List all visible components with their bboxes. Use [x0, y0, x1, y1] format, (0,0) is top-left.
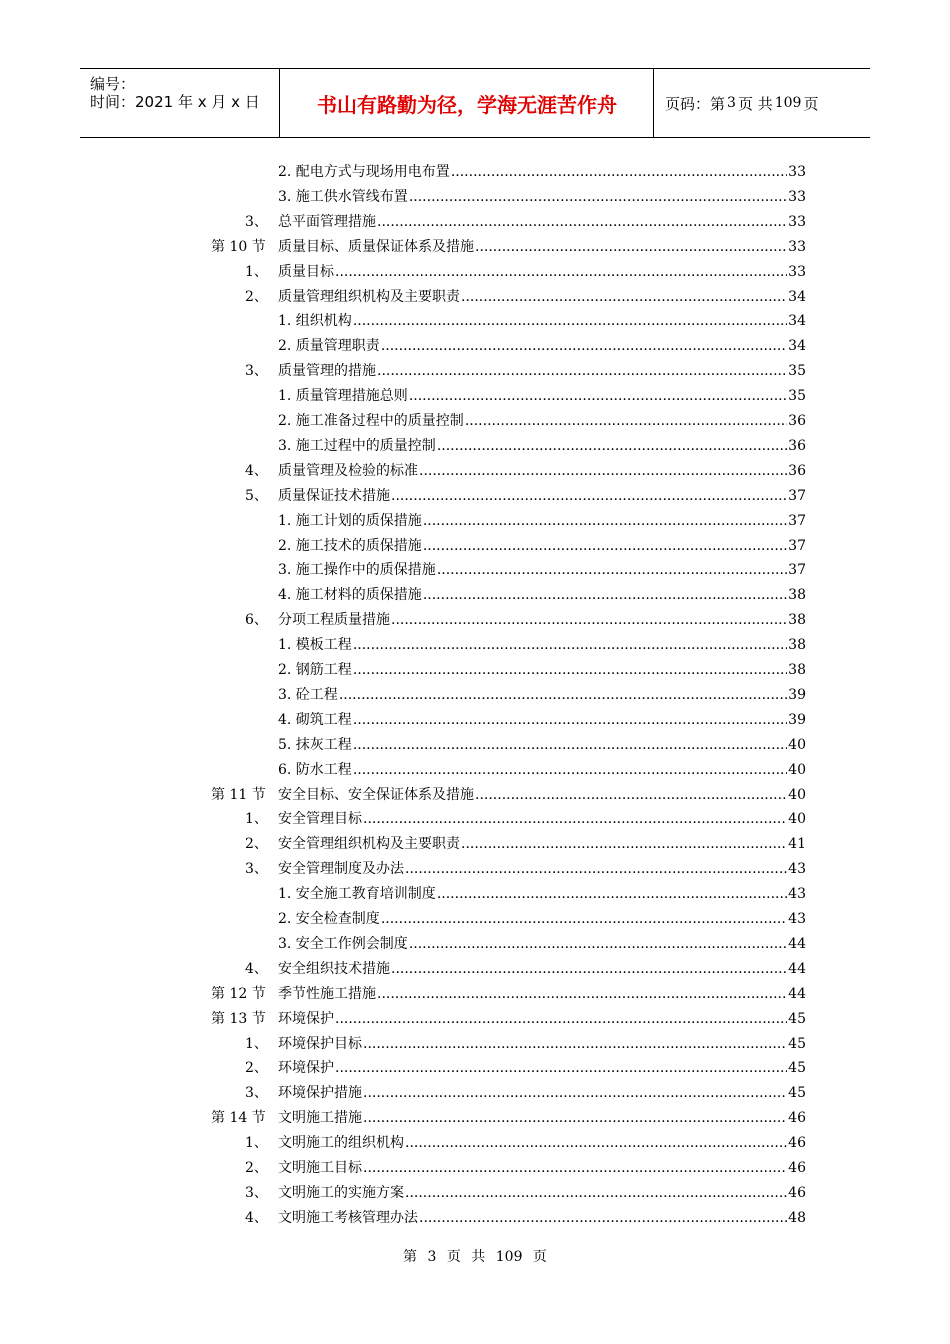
toc-entry[interactable] — [0, 982, 950, 1006]
toc-entry-page: 38 — [788, 637, 806, 654]
toc-entry-line — [278, 857, 806, 881]
toc-entry-page: 40 — [788, 811, 806, 828]
toc-entry[interactable] — [0, 1056, 950, 1080]
toc-entry-page: 46 — [788, 1135, 806, 1152]
toc-entry[interactable] — [0, 309, 950, 333]
toc-entry-page: 39 — [788, 711, 806, 728]
toc-entry-line — [278, 907, 806, 931]
toc-dot-leader — [377, 210, 787, 234]
toc-entry[interactable] — [0, 708, 950, 732]
toc-entry-page: 40 — [788, 761, 806, 778]
toc-entry-page: 44 — [788, 960, 806, 977]
toc-entry-page: 33 — [788, 188, 806, 205]
toc-entry-line — [278, 309, 806, 333]
toc-entry-page: 35 — [788, 363, 806, 380]
toc-entry-line — [278, 683, 806, 707]
toc-entry[interactable] — [0, 907, 950, 931]
toc-dot-leader — [391, 608, 787, 632]
toc-dot-leader — [419, 1206, 787, 1230]
toc-entry-page: 46 — [788, 1110, 806, 1127]
toc-entry[interactable] — [0, 1106, 950, 1130]
toc-entry-number: 3、 — [245, 363, 268, 380]
toc-entry[interactable] — [0, 733, 950, 757]
toc-entry-page: 40 — [788, 786, 806, 803]
toc-entry-page: 39 — [788, 686, 806, 703]
toc-dot-leader — [391, 484, 787, 508]
toc-entry-page: 40 — [788, 736, 806, 753]
toc-entry-line — [278, 1007, 806, 1031]
toc-dot-leader — [363, 1081, 787, 1105]
toc-dot-leader — [475, 783, 787, 807]
toc-dot-leader — [437, 558, 787, 582]
toc-entry-title: 2. 配电方式与现场用电布置 — [278, 164, 450, 180]
toc-entry-page: 46 — [788, 1160, 806, 1176]
toc-entry-page: 46 — [788, 1184, 806, 1201]
toc-entry[interactable] — [0, 583, 950, 607]
toc-entry-line — [278, 708, 806, 732]
header-page-info — [655, 69, 870, 137]
toc-entry-title: 安全管理制度及办法 — [278, 861, 404, 878]
toc-entry[interactable] — [0, 509, 950, 533]
toc-entry-title: 安全组织技术措施 — [278, 960, 390, 977]
toc-entry-title: 3. 安全工作例会制度 — [278, 935, 408, 952]
toc-entry-number: 6、 — [245, 612, 268, 629]
header-motto-cell — [281, 69, 654, 137]
toc-entry-number: 第 10 节 — [211, 238, 266, 255]
toc-dot-leader — [451, 160, 787, 184]
toc-entry-page: 34 — [788, 313, 806, 330]
toc-entry[interactable] — [0, 160, 950, 184]
toc-dot-leader — [419, 459, 787, 483]
toc-dot-leader — [409, 185, 787, 209]
toc-entry-title: 1. 组织机构 — [278, 313, 352, 330]
toc-entry-line — [278, 733, 806, 757]
toc-entry-line — [278, 1181, 806, 1205]
toc-entry-page: 33 — [788, 213, 806, 230]
toc-entry-number: 4、 — [245, 960, 268, 977]
toc-dot-leader — [335, 1056, 787, 1080]
toc-entry-title: 文明施工措施 — [278, 1110, 362, 1127]
page-suffix: 页 — [803, 94, 819, 113]
toc-entry[interactable] — [0, 807, 950, 831]
toc-entry-page: 45 — [788, 1035, 806, 1052]
toc-entry-title: 6. 防水工程 — [278, 761, 352, 778]
toc-dot-leader — [363, 1156, 787, 1180]
toc-entry-title: 质量管理的措施 — [278, 363, 376, 380]
toc-entry-line — [278, 1056, 806, 1080]
toc-dot-leader — [409, 384, 787, 408]
toc-entry-line — [278, 608, 806, 632]
toc-entry-page: 38 — [788, 587, 806, 604]
toc-dot-leader — [465, 409, 787, 433]
toc-entry-line — [278, 534, 806, 558]
toc-dot-leader — [391, 957, 787, 981]
toc-dot-leader — [381, 907, 787, 931]
toc-entry-title: 质量目标、质量保证体系及措施 — [278, 238, 474, 255]
toc-entry-page: 33 — [788, 164, 806, 180]
toc-dot-leader — [335, 260, 787, 284]
header-meta-cell — [80, 69, 280, 137]
toc-entry-line — [278, 160, 806, 184]
toc-dot-leader — [461, 285, 787, 309]
toc-entry-title: 2. 施工准备过程中的质量控制 — [278, 413, 464, 429]
toc-dot-leader — [381, 334, 787, 358]
toc-entry-number: 1、 — [245, 1035, 268, 1052]
page-prefix: 页码：第 — [665, 94, 726, 113]
toc-entry-title: 3. 砼工程 — [278, 686, 338, 703]
toc-entry-line — [278, 1032, 806, 1056]
toc-dot-leader — [461, 832, 787, 856]
toc-entry[interactable] — [0, 210, 950, 234]
toc-entry-title: 1. 质量管理措施总则 — [278, 388, 408, 405]
toc-entry-line — [278, 434, 806, 458]
toc-entry[interactable] — [0, 484, 950, 508]
toc-entry-line — [278, 409, 806, 433]
document-number-label: 编号： — [90, 75, 136, 93]
toc-dot-leader — [363, 1106, 787, 1130]
toc-entry-page: 43 — [788, 861, 806, 878]
toc-dot-leader — [377, 359, 787, 383]
toc-entry-page: 43 — [788, 911, 806, 927]
toc-entry-line — [278, 807, 806, 831]
toc-entry-line — [278, 509, 806, 533]
toc-entry-title: 环境保护 — [278, 1010, 334, 1027]
toc-entry-number: 第 12 节 — [211, 985, 266, 1002]
toc-entry-title: 环境保护措施 — [278, 1085, 362, 1102]
toc-entry[interactable] — [0, 459, 950, 483]
toc-entry-title: 5. 抹灰工程 — [278, 736, 352, 753]
toc-entry-page: 38 — [788, 612, 806, 629]
toc-entry-title: 1. 安全施工教育培训制度 — [278, 886, 436, 903]
toc-entry[interactable] — [0, 334, 950, 358]
toc-entry-number: 1、 — [245, 1135, 268, 1152]
page-total: 109 — [774, 95, 802, 111]
toc-entry-line — [278, 210, 806, 234]
toc-entry-title: 安全管理组织机构及主要职责 — [278, 836, 460, 853]
toc-entry-number: 2、 — [245, 1060, 268, 1077]
toc-entry-page: 36 — [788, 462, 806, 479]
toc-entry-page: 33 — [788, 238, 806, 255]
toc-entry-title: 质量目标 — [278, 263, 334, 280]
toc-entry-title: 环境保护 — [278, 1060, 334, 1077]
toc-entry-number: 第 11 节 — [211, 786, 266, 803]
toc-entry[interactable] — [0, 185, 950, 209]
toc-dot-leader — [437, 882, 787, 906]
toc-entry-title: 文明施工考核管理办法 — [278, 1209, 418, 1226]
toc-entry-title: 3. 施工过程中的质量控制 — [278, 437, 436, 454]
toc-entry-title: 2. 施工技术的质保措施 — [278, 537, 422, 554]
toc-entry-line — [278, 384, 806, 408]
toc-entry-number: 4、 — [245, 462, 268, 479]
toc-dot-leader — [339, 683, 787, 707]
toc-entry-number: 2、 — [245, 836, 268, 853]
toc-entry-title: 2. 质量管理职责 — [278, 338, 380, 355]
toc-entry-title: 质量保证技术措施 — [278, 487, 390, 504]
page-header — [80, 68, 870, 138]
toc-entry-title: 3. 施工操作中的质保措施 — [278, 562, 436, 579]
toc-entry-title: 总平面管理措施 — [278, 213, 376, 230]
toc-entry-title: 3. 施工供水管线布置 — [278, 188, 408, 205]
toc-entry-line — [278, 484, 806, 508]
toc-entry-number: 1、 — [245, 811, 268, 828]
toc-entry-line — [278, 359, 806, 383]
toc-entry[interactable] — [0, 409, 950, 433]
toc-entry-page: 37 — [788, 562, 806, 579]
toc-dot-leader — [437, 434, 787, 458]
toc-entry-number: 4、 — [245, 1209, 268, 1226]
toc-entry[interactable] — [0, 285, 950, 309]
toc-entry[interactable] — [0, 1181, 950, 1205]
toc-entry[interactable] — [0, 1131, 950, 1155]
toc-dot-leader — [353, 733, 787, 757]
toc-entry-title: 文明施工的实施方案 — [278, 1184, 404, 1201]
toc-entry-page: 45 — [788, 1085, 806, 1102]
toc-entry-number: 2、 — [245, 288, 268, 305]
toc-entry-page: 37 — [788, 537, 806, 554]
toc-entry-page: 34 — [788, 338, 806, 355]
toc-entry-line — [278, 932, 806, 956]
toc-entry[interactable] — [0, 932, 950, 956]
toc-entry-line — [278, 334, 806, 358]
toc-entry-number: 1、 — [245, 263, 268, 280]
toc-entry-title: 1. 施工计划的质保措施 — [278, 512, 422, 529]
toc-dot-leader — [353, 309, 787, 333]
toc-entry[interactable] — [0, 658, 950, 682]
toc-entry-page: 43 — [788, 886, 806, 903]
toc-entry[interactable] — [0, 1206, 950, 1230]
toc-dot-leader — [423, 534, 787, 558]
toc-entry-line — [278, 1206, 806, 1230]
toc-entry-number: 3、 — [245, 1085, 268, 1102]
toc-entry-page: 48 — [788, 1209, 806, 1226]
toc-entry-line — [278, 982, 806, 1006]
toc-entry-number: 3、 — [245, 213, 268, 230]
toc-dot-leader — [353, 658, 787, 682]
toc-entry[interactable] — [0, 783, 950, 807]
toc-entry[interactable] — [0, 235, 950, 259]
toc-entry-number: 3、 — [245, 1184, 268, 1201]
toc-entry-number: 3、 — [245, 861, 268, 878]
toc-entry[interactable] — [0, 384, 950, 408]
toc-entry-title: 安全管理目标 — [278, 811, 362, 828]
toc-entry-page: 36 — [788, 437, 806, 454]
toc-dot-leader — [353, 708, 787, 732]
toc-entry-line — [278, 558, 806, 582]
toc-entry-page: 38 — [788, 662, 806, 678]
toc-entry[interactable] — [0, 434, 950, 458]
toc-dot-leader — [405, 857, 787, 881]
toc-entry-line — [278, 658, 806, 682]
toc-entry[interactable] — [0, 534, 950, 558]
toc-entry[interactable] — [0, 633, 950, 657]
toc-entry[interactable] — [0, 832, 950, 856]
toc-entry-number: 2、 — [245, 1160, 268, 1176]
toc-entry-line — [278, 235, 806, 259]
toc-entry-line — [278, 1131, 806, 1155]
toc-entry-title: 2. 安全检查制度 — [278, 911, 380, 927]
toc-entry-line — [278, 957, 806, 981]
toc-dot-leader — [423, 583, 787, 607]
toc-dot-leader — [335, 1007, 787, 1031]
toc-entry-page: 41 — [788, 836, 806, 853]
toc-entry[interactable] — [0, 857, 950, 881]
toc-entry[interactable] — [0, 758, 950, 782]
toc-entry-page: 45 — [788, 1060, 806, 1077]
toc-entry[interactable] — [0, 608, 950, 632]
toc-entry-line — [278, 285, 806, 309]
toc-entry-page: 37 — [788, 487, 806, 504]
toc-entry-title: 环境保护目标 — [278, 1035, 362, 1052]
toc-entry[interactable] — [0, 558, 950, 582]
toc-entry[interactable] — [0, 1032, 950, 1056]
toc-entry-page: 44 — [788, 985, 806, 1002]
toc-entry-line — [278, 1156, 806, 1180]
toc-entry-line — [278, 1081, 806, 1105]
toc-entry-line — [278, 583, 806, 607]
toc-entry-title: 文明施工的组织机构 — [278, 1135, 404, 1152]
toc-dot-leader — [363, 807, 787, 831]
toc-entry-title: 季节性施工措施 — [278, 985, 376, 1002]
header-motto: 书山有路勤为径，学海无涯苦作舟 — [317, 92, 617, 117]
toc-dot-leader — [353, 633, 787, 657]
toc-entry-line — [278, 185, 806, 209]
toc-entry-page: 45 — [788, 1010, 806, 1027]
toc-entry-number: 第 13 节 — [211, 1010, 266, 1027]
toc-entry-page: 35 — [788, 388, 806, 405]
toc-entry-line — [278, 459, 806, 483]
document-date: 时间：2021 年 x 月 x 日 — [90, 93, 260, 111]
toc-entry-number: 5、 — [245, 487, 268, 504]
page-mid: 页 共 — [737, 94, 773, 113]
toc-entry-title: 安全目标、安全保证体系及措施 — [278, 786, 474, 803]
toc-dot-leader — [405, 1131, 787, 1155]
toc-entry-line — [278, 783, 806, 807]
toc-entry[interactable] — [0, 882, 950, 906]
toc-dot-leader — [363, 1032, 787, 1056]
toc-entry-page: 37 — [788, 512, 806, 529]
toc-entry-title: 1. 模板工程 — [278, 637, 352, 654]
toc-entry-page: 33 — [788, 263, 806, 280]
toc-entry-line — [278, 882, 806, 906]
toc-entry-line — [278, 758, 806, 782]
toc-entry-title: 质量管理组织机构及主要职责 — [278, 288, 460, 305]
toc-dot-leader — [423, 509, 787, 533]
toc-entry-line — [278, 1106, 806, 1130]
toc-entry-page: 36 — [788, 413, 806, 429]
toc-entry-page: 44 — [788, 935, 806, 952]
toc-entry-title: 文明施工目标 — [278, 1160, 362, 1176]
toc-entry-title: 质量管理及检验的标准 — [278, 462, 418, 479]
toc-entry[interactable] — [0, 1156, 950, 1180]
page-current: 3 — [727, 95, 736, 111]
toc-entry-title: 4. 砌筑工程 — [278, 711, 352, 728]
toc-entry-page: 34 — [788, 288, 806, 305]
toc-entry[interactable] — [0, 1081, 950, 1105]
page-footer: 第 3 页 共 109 页 — [403, 1249, 547, 1265]
toc-entry[interactable] — [0, 1007, 950, 1031]
toc-entry[interactable] — [0, 957, 950, 981]
toc-entry[interactable] — [0, 359, 950, 383]
toc-entry[interactable] — [0, 683, 950, 707]
toc-entry-number: 第 14 节 — [211, 1110, 266, 1127]
toc-entry-title: 2. 钢筋工程 — [278, 662, 352, 678]
toc-entry-line — [278, 260, 806, 284]
toc-dot-leader — [475, 235, 787, 259]
toc-entry-title: 4. 施工材料的质保措施 — [278, 587, 422, 604]
toc-dot-leader — [405, 1181, 787, 1205]
toc-dot-leader — [409, 932, 787, 956]
toc-dot-leader — [353, 758, 787, 782]
toc-entry-line — [278, 832, 806, 856]
toc-dot-leader — [377, 982, 787, 1006]
toc-entry-line — [278, 633, 806, 657]
toc-entry-title: 分项工程质量措施 — [278, 612, 390, 629]
toc-entry[interactable] — [0, 260, 950, 284]
